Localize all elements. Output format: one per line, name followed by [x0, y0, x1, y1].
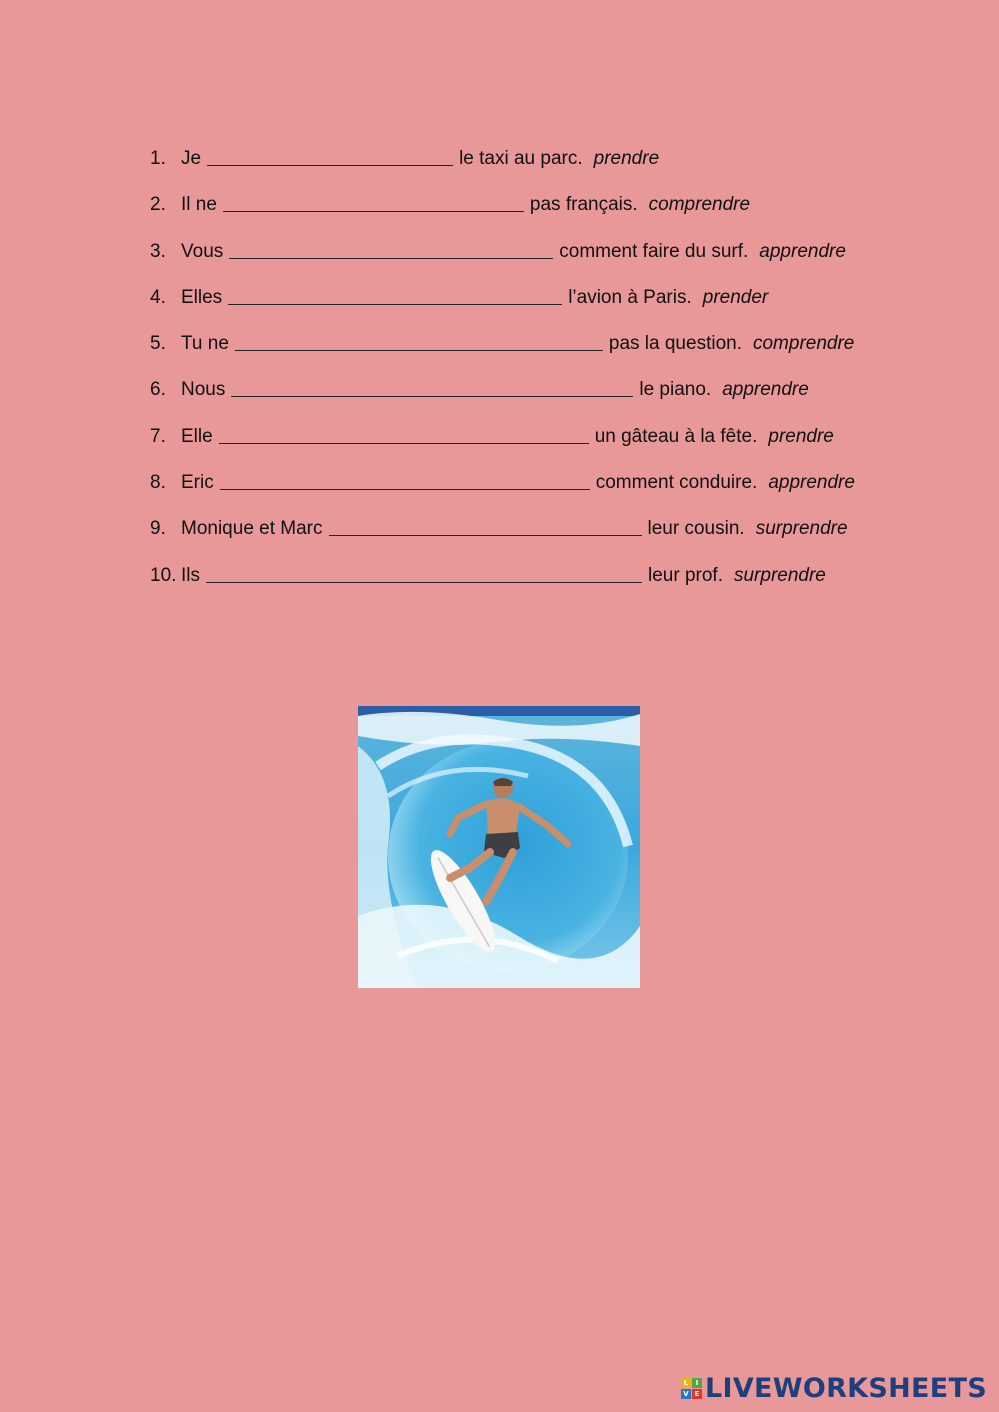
- answer-blank[interactable]: [220, 470, 590, 490]
- exercise-item: [150, 142, 855, 188]
- item-number: 4.: [150, 286, 166, 308]
- verb-hint: surprendre: [733, 564, 826, 586]
- sentence-subject: Tu ne: [181, 333, 229, 355]
- sentence-rest: l’avion à Paris.: [568, 286, 692, 308]
- verb-hint: apprendre: [722, 379, 809, 401]
- item-number: 8.: [150, 472, 166, 494]
- logo-letter-l: L: [681, 1378, 691, 1388]
- verb-hint: comprendre: [648, 194, 751, 216]
- answer-blank[interactable]: [207, 146, 453, 166]
- answer-blank[interactable]: [229, 239, 553, 259]
- sentence-subject: Elle: [181, 425, 213, 447]
- exercise-item: [150, 373, 855, 419]
- sentence-rest: pas français.: [529, 194, 638, 216]
- surfer-photo: [358, 706, 640, 988]
- item-number: 2.: [150, 194, 166, 216]
- exercise-item: [150, 420, 855, 466]
- verb-hint: apprendre: [759, 240, 846, 262]
- liveworksheets-watermark: [681, 1373, 987, 1404]
- logo-letter-v: V: [681, 1389, 691, 1399]
- exercise-item: [150, 235, 855, 281]
- watermark-brand-text: LIVEWORKSHEETS: [704, 1373, 987, 1404]
- sentence-subject: Elles: [181, 286, 223, 308]
- logo-letter-i: I: [692, 1378, 702, 1388]
- sentence-subject: Eric: [181, 472, 214, 494]
- verb-hint: comprendre: [752, 333, 855, 355]
- exercise-item: [150, 559, 855, 605]
- verb-hint: prender: [702, 286, 769, 308]
- item-number: 3.: [150, 240, 166, 262]
- answer-blank[interactable]: [223, 192, 524, 212]
- answer-blank[interactable]: [219, 424, 589, 444]
- liveworksheets-logo-icon: [681, 1378, 702, 1399]
- logo-letter-e: E: [692, 1389, 702, 1399]
- answer-blank[interactable]: [206, 563, 642, 583]
- verb-hint: apprendre: [768, 472, 855, 494]
- item-number: 7.: [150, 425, 166, 447]
- sentence-rest: le taxi au parc.: [459, 148, 583, 169]
- exercise-item: [150, 466, 855, 512]
- sentence-rest: comment conduire.: [595, 472, 758, 494]
- exercise-item: [150, 512, 855, 558]
- sentence-rest: leur prof.: [648, 564, 723, 586]
- sentence-rest: leur cousin.: [647, 518, 745, 540]
- exercise-item: [150, 281, 855, 327]
- verb-hint: surprendre: [755, 518, 848, 540]
- item-number: 1.: [150, 148, 166, 169]
- sentence-subject: Il ne: [181, 194, 217, 216]
- answer-blank[interactable]: [235, 331, 603, 351]
- sentence-rest: pas la question.: [608, 333, 742, 355]
- answer-blank[interactable]: [231, 377, 633, 397]
- answer-blank[interactable]: [228, 285, 562, 305]
- sentence-subject: Nous: [181, 379, 226, 401]
- sentence-rest: le piano.: [639, 379, 712, 401]
- item-number: 10.: [150, 564, 177, 586]
- verb-hint: prendre: [593, 148, 660, 169]
- verb-hint: prendre: [768, 425, 834, 447]
- surfer-illustration: [358, 706, 640, 988]
- item-number: 9.: [150, 518, 166, 540]
- exercise-list: [150, 142, 855, 605]
- answer-blank[interactable]: [329, 516, 642, 536]
- item-number: 5.: [150, 333, 166, 355]
- sentence-subject: Monique et Marc: [181, 518, 323, 540]
- sentence-subject: Ils: [181, 564, 200, 586]
- sentence-rest: un gâteau à la fête.: [594, 425, 758, 447]
- item-number: 6.: [150, 379, 166, 401]
- sentence-subject: Vous: [181, 240, 224, 262]
- sentence-rest: comment faire du surf.: [559, 240, 749, 262]
- sentence-subject: Je: [181, 148, 202, 169]
- exercise-item: [150, 327, 855, 373]
- exercise-item: [150, 188, 855, 234]
